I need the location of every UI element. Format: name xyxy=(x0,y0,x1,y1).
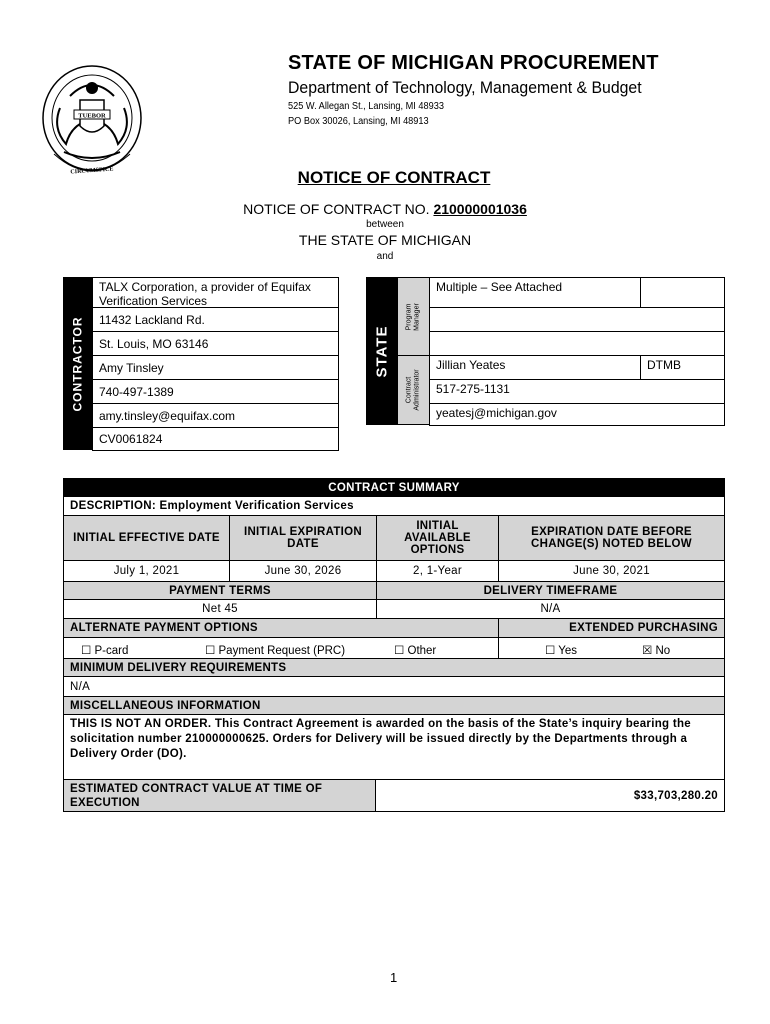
address-line-1: 525 W. Allegan St., Lansing, MI 48933 xyxy=(288,101,444,112)
program-manager-label: Program Manager xyxy=(397,277,430,356)
contract-admin-email: yeatesj@michigan.gov xyxy=(429,403,725,426)
estimated-value: $33,703,280.20 xyxy=(375,779,725,812)
minimum-delivery-label: MINIMUM DELIVERY REQUIREMENTS xyxy=(63,658,725,677)
header-initial-effective-date: INITIAL EFFECTIVE DATE xyxy=(63,515,230,561)
notice-number-line xyxy=(0,201,770,217)
contractor-vendor-id: CV0061824 xyxy=(92,427,339,451)
minimum-delivery-value: N/A xyxy=(63,676,725,697)
address-line-2: PO Box 30026, Lansing, MI 48913 xyxy=(288,116,429,127)
contractor-label: CONTRACTOR xyxy=(63,277,93,450)
notice-number: 210000001036 xyxy=(433,201,527,217)
initial-expiration-date: June 30, 2026 xyxy=(229,560,377,582)
program-manager-row-3 xyxy=(429,331,725,356)
estimated-value-label: ESTIMATED CONTRACT VALUE AT TIME OF EXECUTION xyxy=(63,779,376,812)
department-name: Department of Technology, Management & Budget xyxy=(288,78,642,97)
and-text: and xyxy=(376,251,394,262)
payment-terms-label: PAYMENT TERMS xyxy=(63,581,377,600)
program-manager-value: Multiple – See Attached xyxy=(429,277,641,308)
initial-effective-date: July 1, 2021 xyxy=(63,560,230,582)
extended-yes-checkbox[interactable]: ☐ Yes xyxy=(545,645,578,657)
state-label: STATE xyxy=(366,277,398,425)
program-manager-agency xyxy=(640,277,725,308)
extended-purchasing-label: EXTENDED PURCHASING xyxy=(498,618,725,638)
contract-summary-title: CONTRACT SUMMARY xyxy=(63,478,725,497)
michigan-seal-icon xyxy=(40,62,144,180)
contractor-phone: 740-497-1389 xyxy=(92,379,339,404)
contract-admin-agency: DTMB xyxy=(640,355,725,380)
pcard-checkbox[interactable]: ☐ P-card xyxy=(81,645,129,657)
header-expiration-before-change: EXPIRATION DATE BEFORE CHANGE(S) NOTED BELOW xyxy=(498,515,725,561)
misc-info-label: MISCELLANEOUS INFORMATION xyxy=(63,696,725,715)
page-title: STATE OF MICHIGAN PROCUREMENT xyxy=(288,52,659,74)
delivery-timeframe-value: N/A xyxy=(376,599,725,619)
contractor-city: St. Louis, MO 63146 xyxy=(92,331,339,356)
svg-text:TUEBOR: TUEBOR xyxy=(78,112,106,120)
contractor-contact: Amy Tinsley xyxy=(92,355,339,380)
extended-no-checkbox[interactable]: ☒ No xyxy=(642,645,671,657)
program-manager-row-2 xyxy=(429,307,725,332)
divider xyxy=(498,637,499,658)
delivery-timeframe-label: DELIVERY TIMEFRAME xyxy=(376,581,725,600)
initial-available-options: 2, 1-Year xyxy=(376,560,499,582)
state-name: THE STATE OF MICHIGAN xyxy=(298,232,472,248)
contract-admin-phone: 517-275-1131 xyxy=(429,379,725,404)
contract-administrator-label: Contract Administrator xyxy=(397,355,430,425)
header-initial-expiration-date: INITIAL EXPIRATION DATE xyxy=(229,515,377,561)
contract-admin-name: Jillian Yeates xyxy=(429,355,641,380)
other-checkbox[interactable]: ☐ Other xyxy=(394,645,437,657)
svg-text:CIRCUMSPICE: CIRCUMSPICE xyxy=(70,166,114,176)
notice-heading: NOTICE OF CONTRACT xyxy=(297,168,491,187)
contractor-street: 11432 Lackland Rd. xyxy=(92,307,339,332)
payment-request-checkbox[interactable]: ☐ Payment Request (PRC) xyxy=(205,645,346,657)
header-initial-available-options: INITIAL AVAILABLE OPTIONS xyxy=(376,515,499,561)
alternate-payment-options-label: ALTERNATE PAYMENT OPTIONS xyxy=(63,618,499,638)
misc-info-text: THIS IS NOT AN ORDER. This Contract Agreement is awarded on the basis of the State’s inquiry bearing the solicitation number 210000000625. Orders for Delivery will be issued directly by the Departments through a Delivery Order (DO). xyxy=(63,714,725,780)
between-text: between xyxy=(366,219,404,230)
notice-number-prefix: NOTICE OF CONTRACT NO. xyxy=(243,201,434,217)
payment-terms-value: Net 45 xyxy=(63,599,377,619)
expiration-before-change: June 30, 2021 xyxy=(498,560,725,582)
contractor-email: amy.tinsley@equifax.com xyxy=(92,403,339,428)
contract-description: DESCRIPTION: Employment Verification Services xyxy=(63,496,725,516)
page-number: 1 xyxy=(390,970,398,985)
contractor-name: TALX Corporation, a provider of Equifax Verification Services xyxy=(92,277,339,308)
